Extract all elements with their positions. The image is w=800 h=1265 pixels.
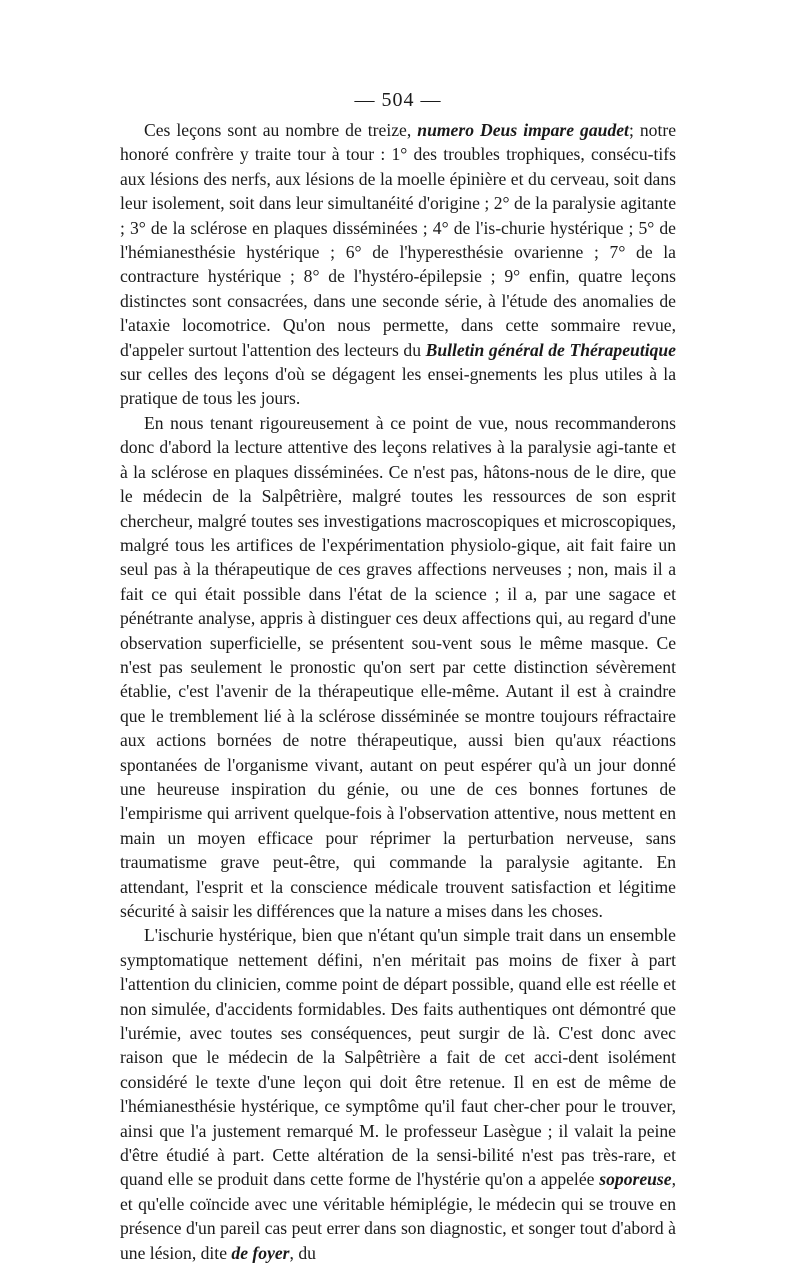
paragraph-2 [120, 411, 676, 924]
text-run: Ces leçons sont au nombre de treize, [144, 120, 418, 140]
text-run: , et qu'elle coïncide avec une véritable hémiplégie, le médecin qui se trouve en présence d'un pareil cas peut errer dans son diagnostic, et songer tout d'abord à une lésion, dite [120, 1169, 676, 1263]
text-run: L'ischurie hystérique, bien que n'étant qu'un simple trait dans un ensemble symptomatique nettement défini, n'en méritait pas moins de fixer à part l'attention du clinicien, comme point de départ possible, quand elle est réelle et non simulée, d'accidents formidables. Des faits authentiques ont démontré que l'urémie, avec toutes ses conséquences, peut surgir de là. C'est donc avec raison que le médecin de la Salpêtrière a fait de cet acci-dent isolément considéré le texte d'une leçon qui doit être retenue. Il en est de même de l'hémianesthésie hystérique, ce symptôme qu'il faut cher-cher pour le trouver, ainsi que l'a justement remarqué M. le professeur Lasègue ; il valait la peine d'être étudié à part. Cette altération de la sensi-bilité n'est pas très-rare, et quand elle se produit dans cette forme de l'hystérie qu'on a appelée [120, 925, 676, 1190]
latin-quote: numero Deus impare gaudet [417, 120, 629, 140]
book-page [120, 86, 676, 1265]
paragraph-3 [120, 923, 676, 1265]
text-run: ; notre honoré confrère y traite tour à tour : 1° des troubles trophiques, consécu-tifs aux lésions des nerfs, aux lésions de la moelle épinière et du cerveau, soit dans leur isolement, soit dans leur simultanéité d'origine ; 2° de la paralysie agitante ; 3° de la sclérose en plaques disséminées ; 4° de l'is-churie hystérique ; 5° de l'hémianesthésie hystérique ; 6° de l'hyperesthésie ovarienne ; 7° de la contracture hystérique ; 8° de l'hystéro-épilepsie ; 9° enfin, quatre leçons distinctes sont consacrées, dans une seconde série, à l'étude des anomalies de l'ataxie locomotrice. Qu'on nous permette, dans cette sommaire revue, d'appeler surtout l'attention des lecteurs du [120, 120, 677, 360]
journal-title: Bulletin général de Thérapeutique [425, 339, 676, 360]
italic-term: soporeuse [599, 1169, 672, 1190]
text-run: sur celles des leçons d'où se dégagent les ensei-gnements les plus utiles à la pratique de tous les jours. [120, 364, 676, 409]
text-run: En nous tenant rigoureusement à ce point de vue, nous recommanderons donc d'abord la lecture attentive des leçons relatives à la paralysie agi-tante et à la sclérose en plaques disséminées. Ce n'est pas, hâtons-nous de le dire, que le médecin de la Salpêtrière, malgré toutes les ressources de son esprit chercheur, malgré toutes ses investigations macroscopiques et microscopiques, malgré tous les artifices de l'expérimentation physiolo-gique, ait fait faire un seul pas à la thérapeutique de ces graves affections nerveuses ; non, mais il a fait ce qui était possible dans l'état de la science ; il a, par une sagace et pénétrante analyse, appris à distinguer ces deux affections qui, au regard d'une observation superficielle, se présentent sou-vent sous le même masque. Ce n'est pas seulement le pronostic qu'on sert par cette distinction sévèrement établie, c'est l'avenir de la thérapeutique elle-même. Autant il est à craindre que le tremblement lié à la sclérose disséminée se montre toujours réfractaire aux actions bornées de notre thérapeutique, aussi bien qu'aux réactions spontanées de l'organisme vivant, autant on peut espérer qu'à un jour donné une heureuse inspiration du génie, ou une de ces bonnes fortunes de l'empirisme qui arrivent quelque-fois à l'observation attentive, nous mettent en main un moyen efficace pour réprimer la perturbation nerveuse, sans traumatisme grave peut-être, qui commande la paralysie agitante. En attendant, l'esprit et la conscience médicale trouvent satisfaction et légitime sécurité à saisir les différences que la nature a mises dans les choses. [120, 412, 676, 921]
paragraph-1 [120, 118, 676, 411]
page-number: — 504 — [354, 89, 442, 111]
text-run: , du [289, 1242, 316, 1263]
italic-term: de foyer [231, 1242, 290, 1263]
